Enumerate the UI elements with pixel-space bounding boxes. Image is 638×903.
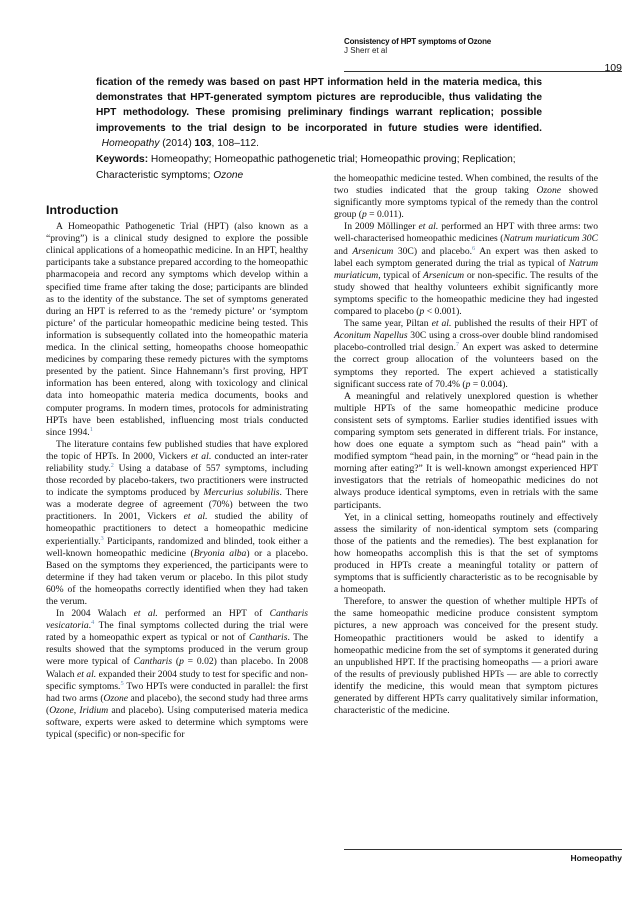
running-header xyxy=(344,37,491,55)
running-title: Consistency of HPT symptoms of Ozone xyxy=(344,37,492,46)
abstract-text: fication of the remedy was based on past HPT information held in the materia medica, this demonstrates that HPT-generated symptom pictures are reproducible, thus validating the HPT methodology. These promising preliminary findings warrant replication; possible improvements to the trial design to be incorporated in future studies were identified. xyxy=(96,77,542,134)
abstract-citation xyxy=(96,138,259,149)
section-heading-introduction: Introduction xyxy=(46,203,119,217)
paragraph: In 2009 Möllinger et al. performed an HPT with three arms: two well-characterised homeopathic medicines (Natrum muriaticum 30C and Arsenicum 30C) and placebo.$^6$ An expert was then asked to label each symptom generated during the trial as typical of Natrum muriaticum, typical of Arsenicum or non-specific. The results of the study showed that healthy volunteers exhibit significantly more symptoms specific to the homeopathic medicine they had ingested compared to placebo (p < 0.001). xyxy=(334,221,598,318)
paragraph: The literature contains few published studies that have explored the topic of HPTs. In 2000, Vickers et al. conducted an inter-rater reliability study.$^2$ Using a database of 557 symptoms, including those recorded by placebo-takers, two practitioners were instructed to indicate the symptoms produced by Mercurius solubilis. There was a moderate degree of agreement (70%) between the two practitioners. In 2001, Vickers et al. studied the ability of homeopathic practitioners to detect a homeopathic medicine experientially.$^3$ Participants, randomized and blinded, took either a well-known homeopathic medicine (Bryonia alba) or a placebo. Based on the symptoms they experienced, the participants were to determine if they had taken verum or placebo. In this pilot study 60% of the homeopaths correctly identified when they had taken the verum. xyxy=(46,438,309,607)
footer-journal-name: Homeopathy xyxy=(570,853,622,863)
running-authors: J Sherr et al xyxy=(344,46,388,56)
paragraph: Yet, in a clinical setting, homeopaths routinely and effectively assess the similarity of non-identical symptom sets (comparing those of the patients and the remedies). The best explanation for how homeopaths accomplish this is that the set of symptoms produced in HPTs create a meaningful totality or pattern of symptoms that is sufficiently characteristic as to be recognisable by a homeopath. xyxy=(334,511,598,596)
citation-volume: 103 xyxy=(194,137,212,149)
page-number: 109 xyxy=(604,62,622,74)
paragraph: The same year, Piltan et al. published the results of their HPT of Aconitum Napellus 30C using a cross-over double blind randomised placebo-controlled trial design.$^7$ An expert was asked to determine the correct group allocation of the volunteers based on the symptoms they reported. The expert achieved a statistically significant success rate of 70.4% (p = 0.004). xyxy=(334,318,598,390)
paragraph: the homeopathic medicine tested. When combined, the results of the two studies indicated that the group taking Ozone showed significantly more symptoms typical of the remedy than the control group (p = 0.011). xyxy=(334,173,598,221)
keywords-last: Ozone xyxy=(213,169,244,181)
header-rule xyxy=(344,71,622,72)
paragraph: A meaningful and relatively unexplored question is whether multiple HPTs of the same homeopathic medicine produce consistent sets of symptoms. Earlier studies identified issues with comparing symptom sets generated in different trials. For instance, how does one equate a symptom such as “head pain” with a modified symptom “head pain, in the morning” or “head pain in the morning after eating?” It is well-known amongst experienced HPT investigators that the retrials of homeopathic medicines do not always produce identical symptoms, even in retrials with the same participants. xyxy=(334,390,598,511)
paragraph: In 2004 Walach et al. performed an HPT of Cantharis vesicatoria.$^4$ The final symptoms collected during the trial were rated by a homeopathic expert as typical or not of Cantharis. The results showed that the symptoms produced in the verum group were more typical of Cantharis (p = 0.02) than placebo. In 2008 Walach et al. expanded their 2004 study to test for specific and non-specific symptoms.$^5$ Two HPTs were conducted in parallel: the first had two arms (Ozone and placebo), the second study had three arms (Ozone, Iridium and placebo). Using computerised materia medica software, experts were asked to determine which symptoms were typical (specific) or non-specific for xyxy=(46,608,309,741)
citation-year: (2014) xyxy=(159,137,195,149)
abstract-conclusion xyxy=(96,75,542,151)
keywords-label: Keywords: xyxy=(96,154,149,165)
citation-journal: Homeopathy xyxy=(101,137,160,149)
right-column xyxy=(334,173,598,717)
paragraph: A Homeopathic Pathogenetic Trial (HPT) (also known as a “proving”) is a clinical study designed to explore the possible clinical applications of a homeopathic medicine. In an HPT, healthy participants take a substance prepared according to the homeopathic pharmacopeia and record any symptoms which develop within a specified time frame after taking the dose; participants are blinded as to the identity of the substance. The set of symptoms generated during an HPT is referred to as the ‘remedy picture’ or ‘symptom picture’ of the particular homeopathic medicine being tested. This information is subsequently collated into the homeopathic materia medica. In the clinical setting, homeopaths choose homeopathic medicines by comparing these remedy pictures with the symptoms presented by the patient. Since Hahnemann’s first proving, HPT information has been entered, along with toxicology and clinical data into homeopathic materia medica documents, books and computer programs. In modern times, protocols for administrating HPTs have been established, influencing most trials conducted since 1994.$^1$ xyxy=(46,221,308,438)
citation-pages: , 108–112. xyxy=(211,137,259,149)
left-column xyxy=(46,204,308,741)
footer-rule xyxy=(344,849,622,850)
keywords-text: Homeopathy; Homeopathic pathogenetic trial; Homeopathic proving; Replication; Characteristic symptoms; xyxy=(96,154,516,181)
paragraph: Therefore, to answer the question of whether multiple HPTs of the same homeopathic medicine produce consistent symptom pictures, a new approach was conceived for the present study. Homeopathic practitioners would be asked to identify a homeopathic medicine from the set of symptoms it generated during an unpublished HPT. If the practising homeopaths — a priori aware of the results of previously published HPTs — are able to correctly identify the medicine, this would mean that symptom pictures generated by different HPTs carry qualitatively similar information, characteristic of the medicine. xyxy=(334,596,598,717)
